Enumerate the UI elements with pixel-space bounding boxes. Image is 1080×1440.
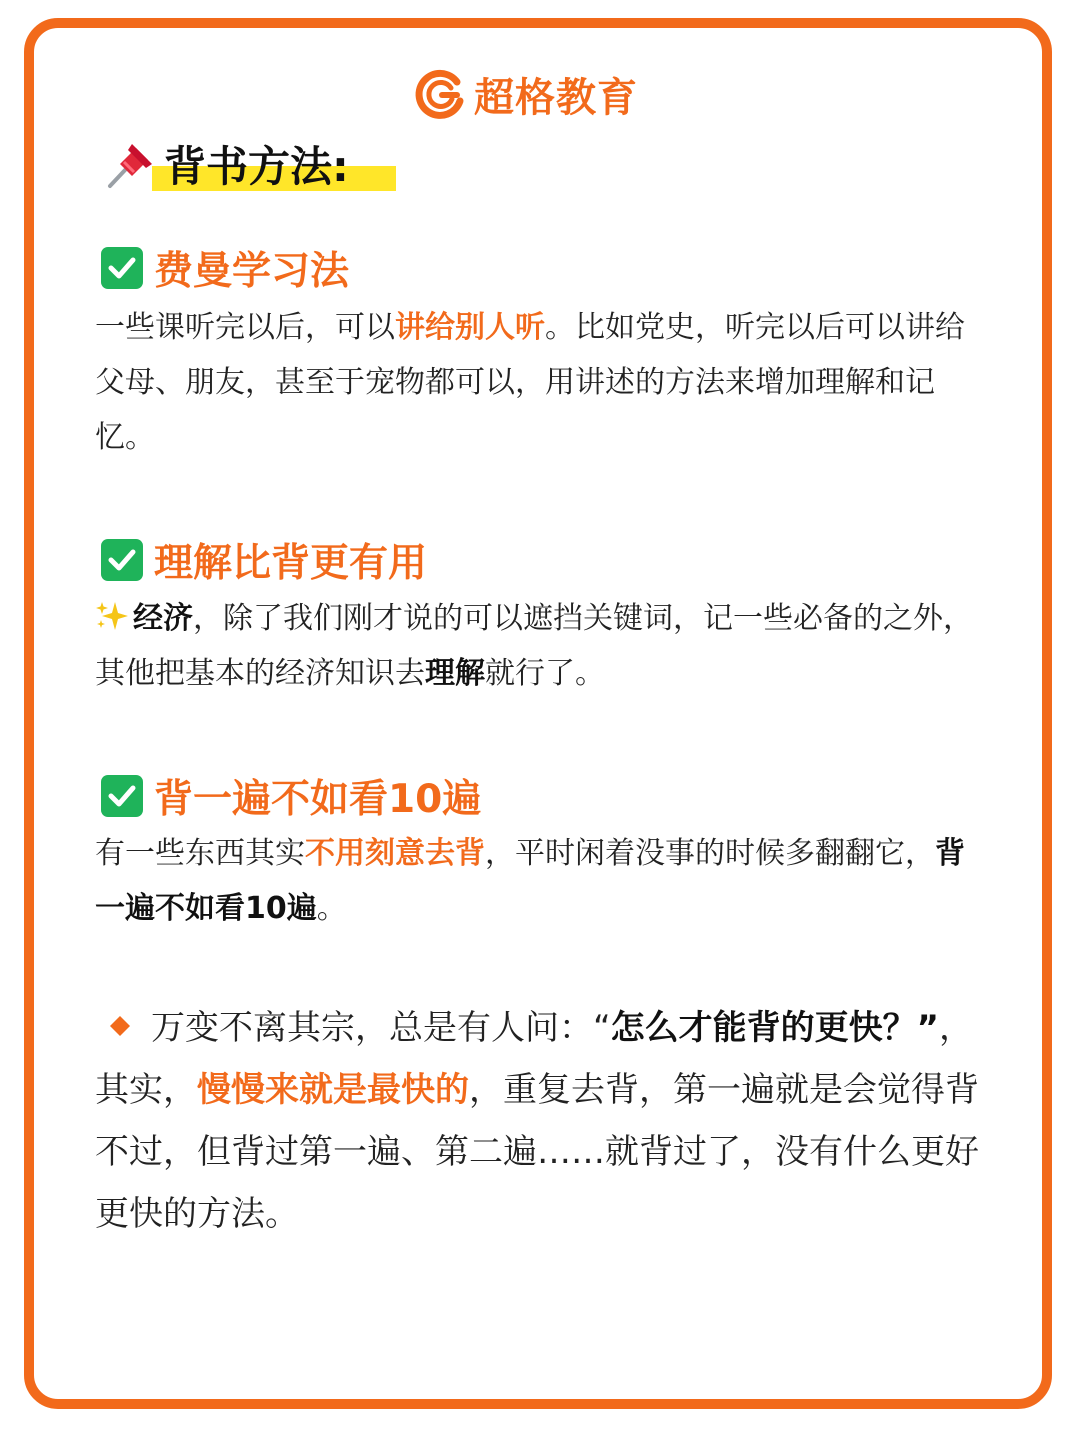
emphasis-text: 理解 bbox=[425, 656, 485, 691]
section-paragraph-understanding bbox=[95, 591, 988, 701]
emphasis-text: 经济 bbox=[133, 601, 193, 636]
check-mark-button-icon bbox=[100, 774, 144, 818]
sparkles-icon bbox=[95, 600, 129, 632]
check-mark-button-icon bbox=[100, 538, 144, 582]
section-paragraph-feynman bbox=[95, 300, 988, 465]
section-heading-text: 费曼学习法 bbox=[154, 249, 350, 294]
paragraph-text: 有一些东西其实 bbox=[95, 836, 305, 871]
brand-name: 超格教育 bbox=[474, 74, 638, 121]
section-heading-feynman bbox=[100, 240, 349, 296]
paragraph-text: ，其实， bbox=[95, 1008, 973, 1110]
section-heading-text: 理解比背更有用 bbox=[154, 541, 428, 586]
pushpin-icon bbox=[106, 138, 156, 190]
check-mark-button-icon bbox=[100, 246, 144, 290]
section-heading-text: 背一遍不如看10遍 bbox=[154, 777, 482, 822]
brand-logo bbox=[414, 66, 638, 122]
paragraph-text: 一些课听完以后，可以 bbox=[95, 310, 395, 345]
brand-logo-icon bbox=[414, 68, 466, 120]
paragraph-text: ，重复去背，第一遍就是会觉得背不过，但背过第一遍、第二遍……就背过了，没有什么更好更快的方法。 bbox=[95, 1070, 979, 1234]
section-paragraph-review bbox=[95, 826, 988, 936]
closing-paragraph bbox=[95, 997, 988, 1245]
title-text: 背书方法: bbox=[164, 142, 349, 191]
emphasis-text: 讲给别人听 bbox=[395, 310, 545, 345]
page-title bbox=[106, 133, 349, 195]
emphasis-text: 不用刻意去背 bbox=[305, 836, 485, 871]
paragraph-text: 。比如党史，听完以后可以讲给父母、朋友，甚至于宠物都可以，用讲述的方法来增加理解和记忆。 bbox=[95, 310, 965, 455]
emphasis-text: 背一遍不如看10遍 bbox=[95, 836, 965, 926]
paragraph-text: 就行了。 bbox=[485, 656, 605, 691]
paragraph-text: ，平时闲着没事的时候多翻翻它， bbox=[485, 836, 935, 871]
section-heading-understanding bbox=[100, 532, 427, 588]
emphasis-text: 慢慢来就是最快的 bbox=[197, 1070, 469, 1110]
paragraph-text: 万变不离其宗，总是有人问：“ bbox=[151, 1008, 611, 1048]
paragraph-text: ，除了我们刚才说的可以遮挡关键词，记一些必备的之外，其他把基本的经济知识去 bbox=[95, 601, 973, 691]
paragraph-text: 。 bbox=[316, 891, 347, 926]
orange-diamond-icon bbox=[109, 1015, 131, 1037]
section-heading-review bbox=[100, 768, 481, 824]
emphasis-text: 怎么才能背的更快？” bbox=[610, 1008, 939, 1048]
